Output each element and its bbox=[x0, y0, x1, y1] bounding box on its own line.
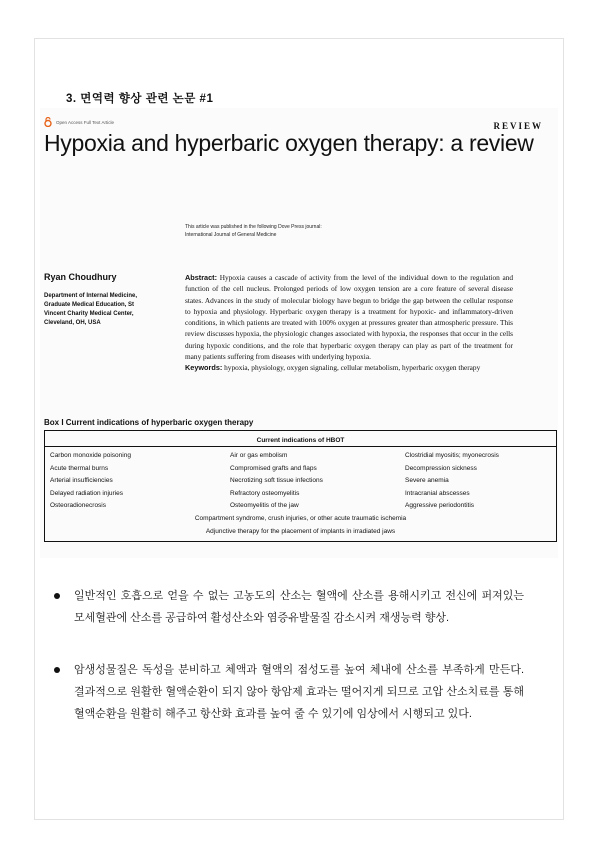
open-access-label: Open Access Full Text Article bbox=[56, 119, 114, 125]
author-name: Ryan Choudhury bbox=[44, 272, 117, 282]
table-cell: Compromised grafts and flaps bbox=[230, 464, 317, 472]
table-column-1 bbox=[50, 450, 131, 513]
list-item: 암생성물질은 독성을 분비하고 체액과 혈액의 점성도를 높여 체내에 산소를 부족하게 만든다. 결과적으로 원활한 혈액순환이 되지 않아 항암제 효과는 떨어지게 되므로 고압 산소치료를 통해 혈액순환을 원활히 해주고 항산화 효과를 높여 줄 수 있기에 임상에서 시행되고 있다. bbox=[54, 659, 524, 725]
table-cell: Osteoradionecrosis bbox=[50, 502, 106, 510]
table-cell: Osteomyelitis of the jaw bbox=[230, 502, 299, 510]
article-type-label: REVIEW bbox=[493, 121, 543, 131]
abstract-label: Abstract: bbox=[185, 273, 218, 282]
paper-title: Hypoxia and hyperbaric oxygen therapy: a review bbox=[44, 130, 534, 156]
indications-table bbox=[44, 430, 557, 542]
table-cell: Decompression sickness bbox=[405, 464, 477, 472]
bullet-icon bbox=[54, 667, 60, 673]
table-cell: Delayed radiation injuries bbox=[50, 489, 123, 497]
published-note: This article was published in the following Dove Press journal: International Journal of General Medicine bbox=[185, 224, 322, 238]
table-divider bbox=[45, 446, 556, 447]
bullet-icon bbox=[54, 593, 60, 599]
table-cell: Acute thermal burns bbox=[50, 464, 109, 472]
keywords-text: hypoxia, physiology, oxygen signaling, cellular metabolism, hyperbaric oxygen therapy bbox=[224, 363, 481, 373]
box-title: Box I Current indications of hyperbaric oxygen therapy bbox=[44, 418, 254, 427]
author-affiliation: Department of Internal Medicine, Graduate Medical Education, St Vincent Charity Medical Center, Cleveland, OH, USA bbox=[44, 293, 138, 326]
table-header: Current indications of HBOT bbox=[256, 437, 345, 444]
table-cell: Refractory osteomyelitis bbox=[230, 489, 300, 497]
table-cell: Carbon monoxide poisoning bbox=[50, 452, 131, 459]
abstract-text: Hypoxia causes a cascade of activity from the level of the individual down to the regulation and function of the cell nucleus. Prolonged periods of low oxygen tension are a core feature of several disease states. Advances in the study of molecular biology have begun to bridge the gap between the cellular response to hypoxia and physiology. Hyperbaric oxygen therapy is a treatment for hypoxic- and inflammatory-driven conditions, in which patients are treated with 100% oxygen at pressures greater than atmospheric pressure. This review discusses hypoxia, the physiologic changes associated with hypoxia, the responses that occur in the cells during hypoxic conditions, and the role that hyperbaric oxygen therapy can play as part of the treatment for many patients suffering from diseases with underlying hypoxia. bbox=[185, 273, 513, 362]
table-span-row: Adjunctive therapy for the placement of implants in irradiated jaws bbox=[205, 528, 396, 535]
table-cell: Clostridial myositis; myonecrosis bbox=[405, 452, 499, 459]
table-cell: Necrotizing soft tissue infections bbox=[230, 477, 323, 485]
table-column-2 bbox=[230, 450, 323, 513]
bullet-list bbox=[54, 585, 524, 725]
table-cell: Arterial insufficiencies bbox=[50, 477, 113, 485]
list-item: 일반적인 호흡으로 얻을 수 없는 고농도의 산소는 혈액에 산소를 용해시키고 전신에 퍼져있는 모세혈관에 산소를 공급하여 활성산소와 염증유발물질 감소시켜 재생능력 향상. bbox=[54, 585, 524, 629]
open-access-row bbox=[44, 117, 114, 127]
table-column-3 bbox=[405, 450, 499, 513]
table-cell: Intracranial abscesses bbox=[405, 489, 470, 497]
open-access-lock-icon bbox=[44, 117, 52, 127]
abstract bbox=[185, 272, 513, 374]
table-cell: Severe anemia bbox=[405, 477, 449, 485]
table-span-row: Compartment syndrome, crush injuries, or other acute traumatic ischemia bbox=[194, 515, 407, 522]
table-cell: Air or gas embolism bbox=[230, 452, 288, 459]
keywords-label: Keywords: bbox=[185, 363, 223, 373]
section-heading: 3. 면역력 향상 관련 논문 #1 bbox=[66, 93, 214, 105]
table-cell: Aggressive periodontitis bbox=[405, 502, 475, 510]
